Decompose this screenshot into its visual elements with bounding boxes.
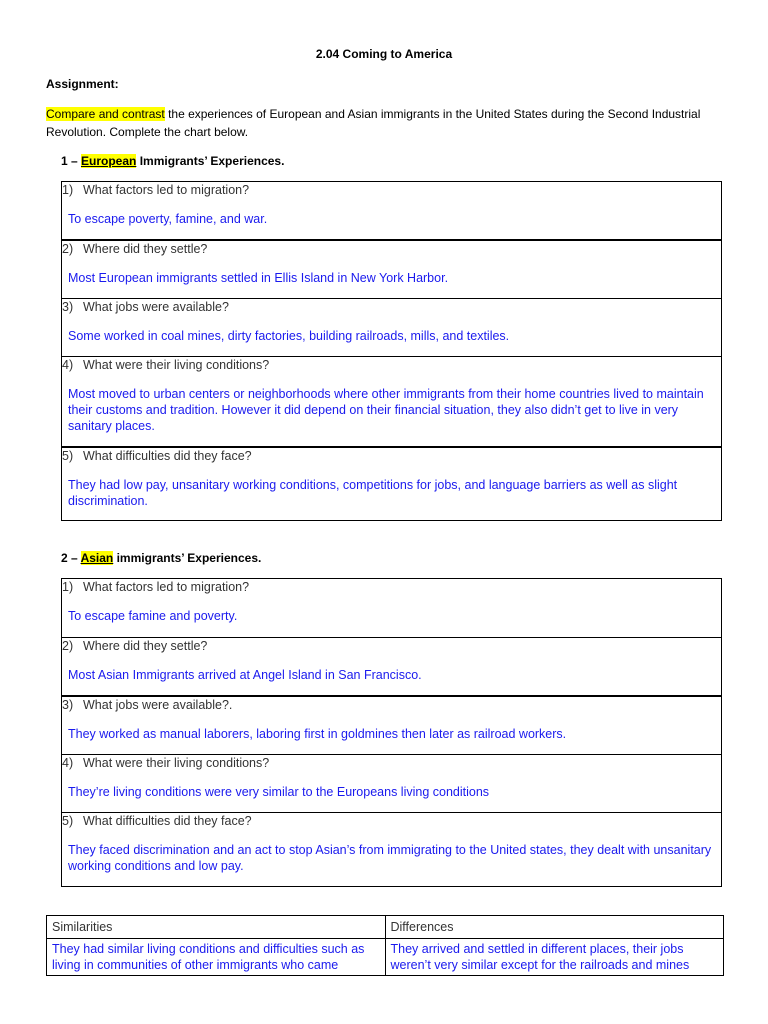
table-row: 3) What jobs were available? Some worked in coal mines, dirty factories, building railroads, mills, and textiles. (62, 299, 721, 357)
answer-text: Most Asian Immigrants arrived at Angel Island in San Francisco. (68, 668, 422, 682)
table-row (47, 939, 724, 976)
answer-text: Most moved to urban centers or neighborhoods where other immigrants from their home countries lived to maintain their customs and tradition. However it did depend on their financial situation, they also didn’t get to live in very sanitary places. (68, 387, 704, 433)
answer-text: Most European immigrants settled in Ellis Island in New York Harbor. (68, 271, 449, 285)
table-row: 4) What were their living conditions? Most moved to urban centers or neighborhoods where other immigrants from their home countries lived to maintain their customs and tradition. However it did depend on their financial situation, they also didn’t get to live in very sanitary places. (62, 357, 721, 448)
table-row: 3) What jobs were available?. They worked as manual laborers, laboring first in goldmines then later as railroad workers. (62, 697, 721, 755)
differences-cell: They arrived and settled in different places, their jobs weren’t very similar except for the railroads and mines (385, 939, 724, 976)
answer-text: They faced discrimination and an act to stop Asian’s from immigrating to the United states, they dealt with unsanitary working conditions and low pay. (68, 843, 712, 873)
european-question-table (61, 181, 722, 521)
question-text: What difficulties did they face? (83, 814, 252, 828)
european-keyword: European (81, 154, 137, 168)
asian-keyword: Asian (80, 551, 114, 565)
assignment-label: Assignment: (46, 77, 119, 91)
question-text: Where did they settle? (83, 639, 208, 653)
answer-text: They’re living conditions were very similar to the Europeans living conditions (68, 785, 490, 799)
question-text: What jobs were available? (83, 300, 229, 314)
european-section-heading: 1 – European Immigrants’ Experiences. (61, 154, 285, 168)
asian-question-table (61, 578, 722, 887)
comparison-table (46, 915, 724, 976)
similarities-header: Similarities (47, 916, 386, 939)
table-row: 2) Where did they settle? Most Asian Immigrants arrived at Angel Island in San Francisco. (62, 638, 721, 697)
question-text: What jobs were available?. (83, 698, 233, 712)
instructions-text: the experiences of European and Asian immigrants in the United States during the Second Industrial Revolution. Complete the chart below. (46, 107, 701, 139)
table-row: 4) What were their living conditions? They’re living conditions were very similar to the Europeans living conditions (62, 755, 721, 813)
question-text: What were their living conditions? (83, 358, 270, 372)
answer-text: Some worked in coal mines, dirty factories, building railroads, mills, and textiles. (68, 329, 510, 343)
similarities-cell: They had similar living conditions and difficulties such as living in communities of other immigrants who came (47, 939, 386, 976)
highlighted-phrase: Compare and contrast (46, 107, 165, 121)
answer-text: To escape famine and poverty. (68, 609, 238, 623)
asian-section-heading: 2 – Asian immigrants’ Experiences. (61, 551, 262, 565)
answer-text: They had low pay, unsanitary working conditions, competitions for jobs, and language barriers as well as slight discrimination. (68, 478, 678, 508)
table-row: 1) What factors led to migration? To escape famine and poverty. (62, 579, 721, 638)
differences-header: Differences (385, 916, 724, 939)
question-text: What factors led to migration? (83, 183, 250, 197)
table-row (47, 916, 724, 939)
table-row: 2) Where did they settle? Most European immigrants settled in Ellis Island in New York Harbor. (62, 241, 721, 299)
answer-text: To escape poverty, famine, and war. (68, 212, 268, 226)
table-row: 1) What factors led to migration? To escape poverty, famine, and war. (62, 182, 721, 241)
page-title: 2.04 Coming to America (315, 47, 453, 61)
question-text: What were their living conditions? (83, 756, 270, 770)
question-text: What factors led to migration? (83, 580, 250, 594)
table-row: 5) What difficulties did they face? They faced discrimination and an act to stop Asian’s from immigrating to the United states, they dealt with unsanitary working conditions and low pay. (62, 813, 721, 886)
table-row: 5) What difficulties did they face? They had low pay, unsanitary working conditions, competitions for jobs, and language barriers as well as slight discrimination. (62, 448, 721, 520)
question-text: Where did they settle? (83, 242, 208, 256)
assignment-instructions (46, 105, 726, 141)
question-text: What difficulties did they face? (83, 449, 252, 463)
answer-text: They worked as manual laborers, laboring first in goldmines then later as railroad workers. (68, 727, 567, 741)
